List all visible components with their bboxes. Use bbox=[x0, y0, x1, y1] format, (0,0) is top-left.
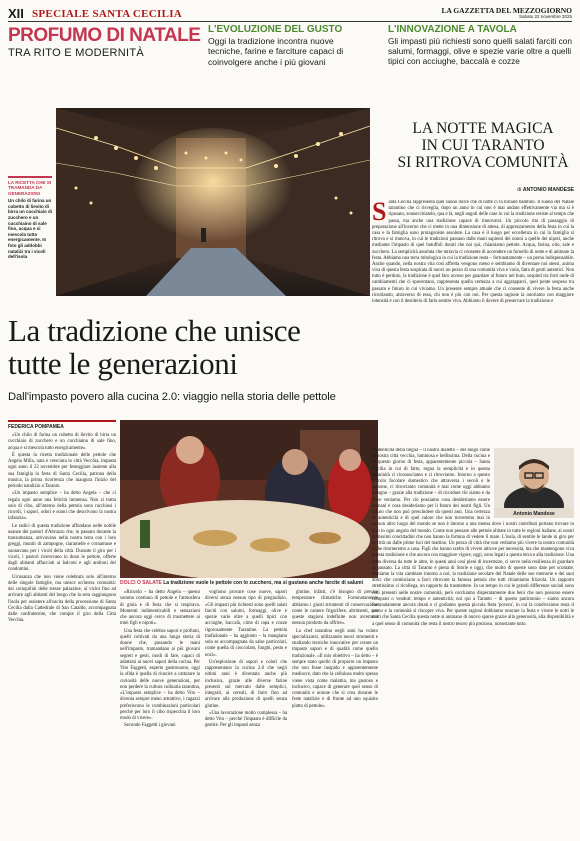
teaser-innovation-head: L'INNOVAZIONE A TAVOLA bbox=[388, 24, 517, 35]
left-article-p2: È questa la ricetta tradizionale delle pettole che Angela Milla, nata e cresciuta in città Vecchia, impasta ogni anno il 22 novembre per festeggiare insieme alla sua famiglia la festa di Santa Cecilia, patrona della musica, la prima ricorrenza che inaugura l'inizio del periodo natalizio a Taranto. bbox=[8, 452, 116, 489]
right-article-title bbox=[392, 120, 574, 171]
right-article-para1: anta Cecilia rappresenta quel suono dolce che di notte ci fa tornare bambini. Il suono del Natale tarantino che ci risveglia, dopo un anno in cui non è mai andato effettivamente via ma si è riposato, sonnecchiando, qua e là, negli angoli delle case in cui la tradizione resiste al tempo che passa, ma anche una tradizione capace di rinnovarsi. Un piccolo rito di passaggio di preparazione all'inverno che ci mette in una dimensione di attesa, di apprezzamento della festa in cui la casa e la famiglia sono protagoniste assolute. La casa è il luogo per eccellenza in cui la famiglia si ritrova e si rinnova, in cui le tradizioni passano dalle mani sapienti dei nonni a quelle dei nipoti, anche mediante l'impasto di quei batuffoli dorati che noi qui, chiamiamo pettole. Acqua, farina, olio, sale e zucchero. La semplicità assoluta che tuttavia ci consente di accendere un fornello di notte e di animare la festa. Abbiamo una terra mitologica in cui la tradizione resta – fortunatamente – un perno indispensabile. Anche quando, nella nostra vita così affretta vengono meno e sembiamo di diventare noi stessi, anima viva di questa festa sospirata di nuovi un pezzo di una comunità viva e varia, fatta di genti autentici. Non tutto è perduto, la tradizione è quel faro acceso per guardare al futuro nel buio, sospinti tra forti onde di cambiamenti che ci spaventano, rappresenta quella certezza a cui aggrapparci, quel ponte sospeso tra passato e futuro in cui viviamo. Un presente sempre attuale che ci consente di vivere la festa anche ricordando, attraverso di essa, chi non è più con noi. Per questa ragione la onoriamo con maggiore intensità e con il desiderio di farla sentire viva. Abbiamo il dovere di preservare la tradizione e bbox=[372, 200, 574, 304]
recipe-sidebar-text: Un chilo di farina un cubetto di lievito di birra un cucchiaio di zucchero e un cucchiaino di sale fino, acqua e si mescola tutto energicamente. In foto gli addobbi natalizi tra i vicoli dell'isola bbox=[8, 198, 53, 260]
mid-col2-p1: vogliono provare cose nuove, sapori diversi senza nessun tipo di pregiudizio. «Gli impasti più richiesti sono quelli salati farciti con salumi, formaggi, olive e spezie varie oltre a quelli tipici con acciughe, baccalà, cime di rapa e cozze rigorosamente Tarantine. La pettola tradizionale – ha aggiunto – la mangiano solo se accompagnata da salse particolari, come quella di cioccolato, funghi, pesto e noci». bbox=[205, 590, 287, 658]
section-label: SPECIALE SANTA CECILIA bbox=[32, 8, 183, 20]
right-title-line3: SI RITROVA COMUNITÀ bbox=[397, 154, 569, 171]
christmas-alley-photo bbox=[56, 108, 370, 296]
mid-col1-p2: Una festa che celebra sapori e profumi, quelli coltivati da una lunga storia di donne che, passando le mani nell'impasto, tramandano ai più giovani segreti e gesti, modi di fare, capaci di adattarsi ai nuovi sapori della cucina. Per Vito Faggetti, esperto gastronomo, oggi la sfida è quella di riuscire a catturare la curiosità delle nuove generazioni, per non perdere la cultura culinaria tarantina, «L'impasto semplice – ha detto Vito – diventa sempre meno attrattivo, i ragazzi preferiscono le combinazioni particolari perché per loro il cibo rispecchia il loro modo di vivere». bbox=[120, 628, 200, 721]
main-headline-line1: La tradizione che unisce bbox=[8, 313, 301, 348]
mid-col2-p3: «Una lavorazione molto complessa – ha detto Vito – perché l'impasto è difficile da gestire. Per gli impasti senza bbox=[205, 710, 287, 729]
teaser-innovation-text: Gli impasti più richiesti sono quelli salati farciti con salumi, formaggi, olive e spezie varie oltre a quelli tipici con acciughe, baccalà e cozze bbox=[388, 36, 572, 67]
left-article-p5: Un'usanza che non viene celebrata solo all'interno delle singole famiglie, ma unisce un'intera comunità: dai coinquilini delle stesse palazzine, ai vicini fino ad arrivare agli abitanti del borgo che la sera raggiungono l'isola per assistere all'uscita della processione di Santa Cecilia dalla Cattedrale di San Cataldo, accompagnata dalle confraternite, che compie il giro della Città Vecchia. bbox=[8, 574, 116, 624]
family-table-photo bbox=[120, 420, 378, 578]
mid-column-1 bbox=[120, 590, 200, 731]
right-article-body-top bbox=[372, 200, 574, 448]
banner-title: PROFUMO DI NATALE bbox=[8, 25, 201, 46]
issue-date: Sabato 22 novembre 2025 bbox=[518, 14, 572, 19]
right-title-line2: IN CUI TARANTO bbox=[421, 137, 545, 154]
right-byline-prefix: di bbox=[517, 187, 522, 193]
portrait-caption: Antonio Mandese bbox=[513, 510, 555, 517]
left-article-p3: «Un impasto semplice – ha detto Angela – che ci regala ogni anno una felicità immensa. Non si tratta solo di cibo, all'interno della pettola sono racchiusi i ricordi, i sapori, odori e suoni che descrivono la nostra infanzia». bbox=[8, 491, 116, 522]
right-title-line1: LA NOTTE MAGICA bbox=[412, 120, 554, 137]
mid-column-3 bbox=[292, 590, 378, 711]
left-article bbox=[8, 420, 116, 626]
mid-col3-p1: glutine, infatti, c'è bisogno di precise temperature climatiche. Fortunatamente abbiamo i giusti strumenti di conservazione come le camere frigorifere, altrimenti, con queste stagioni indefinite non avremmo nessun prodotto da offrire». bbox=[292, 590, 378, 627]
mid-col1-p1: «Ricordo – ha detto Angela – questo sommo continuo di pettole e l'atmosfera di gioia e di festa che si respirava. Momenti indimenticabili e sensazioni che ancora oggi cerco di trasmettere ai miei figli e nipoti». bbox=[120, 590, 200, 627]
photo-caption-text: La tradizione vuole le pettole con lo zucchero, ma si gustano anche farcite di salumi bbox=[163, 580, 364, 586]
left-article-p4: Le radici di questa tradizione affondano nelle nobile usanze dei pastori d'Abruzzo che, in passato durante la transumanza, arrivavano nella nostra terra con i loro greggi, muniti di zampogne, ciaramelle e cornamuse e suonavano per i vicoli della città. Durante il giro per i vicoli, i pastori ricevevano in dono le pettole, offerte dagli abitanti affacciati ai balconi e agli androni dei condomini. bbox=[8, 523, 116, 573]
teaser-innovation bbox=[388, 24, 572, 67]
teaser-evolution-head: L'EVOLUZIONE DEL GUSTO bbox=[208, 24, 343, 35]
page-number: XII bbox=[8, 6, 24, 21]
right-article-dropcap: S bbox=[372, 200, 387, 226]
photo-caption bbox=[120, 580, 380, 586]
mid-col1-p3: Secondo Faggetti i giovani bbox=[124, 723, 176, 729]
portrait-photo bbox=[494, 448, 574, 518]
mid-col3-p2: Lo chef tarantino negli anni ha voluto specializzarsi, utilizzando nuovi strumenti e studiando tecniche innovative per creare un impasto sapori e di qualità come quello tradizionale. «Il mio obiettivo – ha detto – è sempre stato quello di proporre un impasto che non fosse insipido e apparentemente mediocre, dato che la cellulosa molto spesso viene vista come malattia, ma gustoso e inclusivo, capace di generare quel senso di comunità e unione che si crea durante le feste natalizie e di fronte ad uno squisito piatto di pettole». bbox=[292, 628, 378, 709]
right-byline-name: ANTONIO MANDESE bbox=[522, 187, 574, 193]
left-article-byline: FEDERICA POMPAMEA bbox=[8, 420, 116, 430]
banner-subtitle: TRA RITO E MODERNITÀ bbox=[8, 47, 144, 59]
recipe-sidebar-head: LA RICETTA CHE SI TRAMANDA DA GENERAZIONI bbox=[8, 180, 52, 196]
page-header bbox=[8, 6, 572, 22]
mid-column-2 bbox=[205, 590, 287, 731]
main-headline-line2: tutte le generazioni bbox=[8, 346, 238, 381]
right-article-byline bbox=[392, 187, 574, 193]
teaser-evolution bbox=[208, 24, 368, 67]
mid-col2-p2: Un'esplosione di sapori e colori che rappresentano la cucina 2.0 che negli ultimi anni è diventata anche più inclusiva, grazie alle diverse farine presenti sul mercato dalle semplici, integrali, ai cereali, di farro fino ad arrivare alla produzione di quelli senza glutine. bbox=[205, 659, 287, 709]
main-subheadline: Dall'impasto povero alla cucina 2.0: viaggio nella storia delle pettole bbox=[8, 391, 336, 403]
right-article-body-bottom bbox=[372, 448, 574, 836]
teaser-evolution-text: Oggi la tradizione incontra nuove tecniche, farine e farciture capaci di coinvolgere anche i più giovani bbox=[208, 36, 344, 67]
right-article-para2: l'autenticità della lingua – il nostro dialetto – del luogo come la nostra città vecchia, luminosa e bellissima. Della cucina e di questo giorno di festa, apparentemente piccola – Santa Cecilia in cui di fatto, regna la semplicità e in questa genuinità ci riconosciamo e ci ritroviamo. Intorno a questo piccolo focolare domestico che attraversa i secoli e le persone, ci ritroviamo comunità e mai come oggi abbiamo bisogno – grazie alla tradizione – di ricordare chi siamo e da dove veniamo. Per ciò possiamo cosa desideriamo essere domani e cosa desideriamo per il futuro dei nostri figli. Un futuro che non può prescindere da questi assi. Una certezza di autenticità e di quel calore che non troveremo mai in nessun altro luogo del mondo se non è intorno a una mensa dove i nostri contributi portano trovare in giro in ogni angolo del mondo. Come non pensare alle pettole abitate in tutte le regioni italiane, ai nostri tantissimi concittadini che non hanno la fortuna di vedere il mare. L'isola, di sentire le lande in giro per la città un dalle prime luci del mattino. Un pezzo di città che non vediamo più vivere la nostra comunità e che ritorneremo a casa. Figli che hanno scelto di vivere altrove per necessità, ma che mantengono viva questa tradizione e che ancora con maggiore vigore, oggi, sono legati a questa terra e alla tradizione. Una festa diversa da tutte le altre, in questi anni così pieni di incertezze, ci serve nella resilienza di guardare al passato. La città di Taranto è piena di Storie e oggi, che molto di queste sono date per scontate, sentiamo la vita cambiare intorno a noi; la tradizione secolare del Natale delle sue memorie e dei suoi dolci che cominciano a farci ritrovare la famosa pettola che tutti chiamiamo frizzola. Un rapporto strettissimo ci ricollega, un rapporto da trasmettere. In un tempo in cui le grandi differenze sociali sono così presenti nelle nostre comunità, però cerchiamo disperatamente due beni che non possono essere comprati o venduti: tempo e autenticità; noi qui a Taranto – di questo patrimonio – siamo ancora fortunatamente ancora dotati e ci godiamo questa piccola festa 'povera', in cui la condivisione resta il perno e la comunità si riscopre viva. Per queste ragioni dobbiamo onorare la festa e vivere le notti le notti che Santa Cecilia questa notte si animano di nuovo sparse grazie alla generosità, alla disponibilità e a quel senso di comunità che resta il nostro tesoro più prezioso, nonostante tutto. bbox=[372, 448, 574, 627]
recipe-sidebar bbox=[8, 176, 52, 260]
masthead: LA GAZZETTA DEL MEZZOGIORNO bbox=[441, 6, 572, 15]
photo-caption-label: DOLCI O SALATE bbox=[120, 580, 162, 586]
main-headline bbox=[8, 314, 378, 380]
left-article-p1: «Un chilo di farina un cubetto di lievito di birra un cucchiaio di zucchero e un cucchiaino di sale fino, acqua e si mescola tutto energicamente». bbox=[8, 433, 116, 451]
